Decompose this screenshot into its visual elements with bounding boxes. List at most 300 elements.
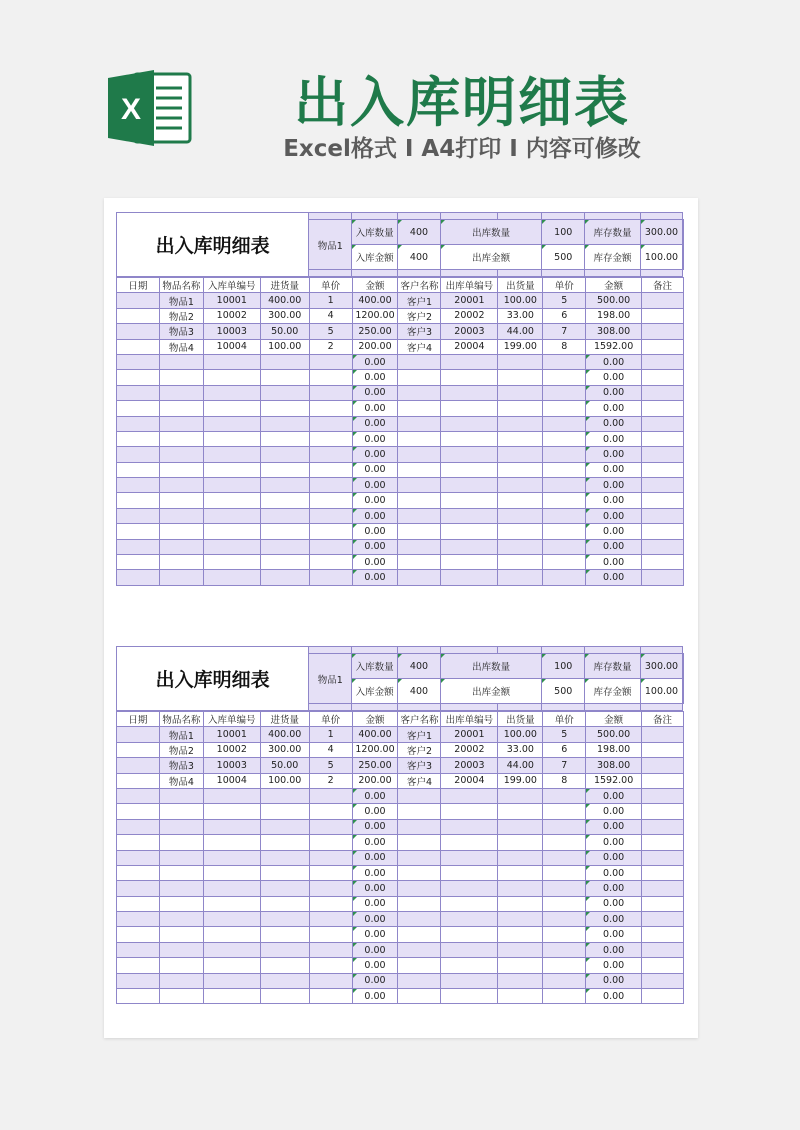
table-cell[interactable]: 客户2 [398, 742, 441, 757]
table-cell[interactable] [642, 912, 684, 927]
table-cell[interactable] [398, 570, 441, 585]
table-cell[interactable] [441, 370, 498, 385]
table-cell[interactable] [260, 370, 309, 385]
table-cell[interactable] [159, 370, 203, 385]
table-cell[interactable] [260, 958, 309, 973]
table-cell[interactable]: 0.00 [586, 788, 642, 803]
table-cell[interactable]: 1592.00 [586, 773, 642, 788]
table-cell[interactable] [642, 958, 684, 973]
table-cell[interactable] [498, 958, 543, 973]
table-cell[interactable] [441, 462, 498, 477]
table-cell[interactable] [260, 989, 309, 1004]
table-cell[interactable]: 0.00 [586, 850, 642, 865]
table-cell[interactable]: 10002 [203, 742, 260, 757]
table-cell[interactable]: 400.00 [352, 293, 398, 308]
table-cell[interactable] [203, 788, 260, 803]
table-cell[interactable] [117, 788, 160, 803]
table-cell[interactable] [309, 973, 352, 988]
table-cell[interactable] [260, 896, 309, 911]
table-cell[interactable]: 客户3 [398, 758, 441, 773]
table-cell[interactable]: 0.00 [586, 401, 642, 416]
table-cell[interactable] [159, 865, 203, 880]
table-cell[interactable] [543, 385, 586, 400]
table-cell[interactable] [543, 431, 586, 446]
table-cell[interactable]: 8 [543, 773, 586, 788]
table-cell[interactable] [203, 973, 260, 988]
table-cell[interactable] [117, 896, 160, 911]
table-cell[interactable] [203, 850, 260, 865]
table-cell[interactable] [159, 539, 203, 554]
table-cell[interactable] [398, 912, 441, 927]
table-cell[interactable]: 0.00 [586, 524, 642, 539]
table-cell[interactable] [498, 835, 543, 850]
table-cell[interactable] [398, 804, 441, 819]
table-cell[interactable] [260, 788, 309, 803]
table-cell[interactable] [441, 835, 498, 850]
table-cell[interactable] [159, 881, 203, 896]
table-cell[interactable] [260, 524, 309, 539]
table-cell[interactable]: 5 [543, 727, 586, 742]
table-cell[interactable] [498, 881, 543, 896]
table-cell[interactable]: 0.00 [352, 508, 398, 523]
table-cell[interactable]: 5 [543, 293, 586, 308]
table-cell[interactable] [441, 865, 498, 880]
table-cell[interactable] [398, 850, 441, 865]
table-cell[interactable]: 0.00 [586, 478, 642, 493]
table-cell[interactable] [260, 462, 309, 477]
table-cell[interactable] [260, 850, 309, 865]
table-cell[interactable] [543, 447, 586, 462]
table-cell[interactable] [441, 447, 498, 462]
table-cell[interactable] [398, 478, 441, 493]
table-cell[interactable]: 0.00 [586, 881, 642, 896]
table-cell[interactable] [260, 881, 309, 896]
table-cell[interactable]: 0.00 [586, 912, 642, 927]
table-cell[interactable] [441, 524, 498, 539]
table-cell[interactable] [117, 508, 160, 523]
table-cell[interactable] [498, 385, 543, 400]
table-cell[interactable] [117, 958, 160, 973]
table-cell[interactable] [441, 804, 498, 819]
table-cell[interactable]: 10004 [203, 773, 260, 788]
table-cell[interactable] [441, 539, 498, 554]
table-cell[interactable] [642, 804, 684, 819]
table-cell[interactable] [398, 788, 441, 803]
table-cell[interactable]: 6 [543, 308, 586, 323]
table-cell[interactable] [398, 493, 441, 508]
table-cell[interactable] [203, 819, 260, 834]
table-cell[interactable] [543, 973, 586, 988]
table-cell[interactable] [642, 555, 684, 570]
table-cell[interactable] [117, 804, 160, 819]
table-cell[interactable] [309, 431, 352, 446]
table-cell[interactable] [441, 881, 498, 896]
table-cell[interactable] [441, 819, 498, 834]
table-cell[interactable] [203, 493, 260, 508]
table-cell[interactable]: 客户1 [398, 727, 441, 742]
table-cell[interactable]: 0.00 [586, 865, 642, 880]
table-cell[interactable] [203, 835, 260, 850]
table-cell[interactable] [117, 865, 160, 880]
table-cell[interactable]: 20001 [441, 727, 498, 742]
table-cell[interactable] [159, 850, 203, 865]
table-cell[interactable] [642, 835, 684, 850]
table-cell[interactable]: 198.00 [586, 308, 642, 323]
table-cell[interactable] [309, 958, 352, 973]
table-cell[interactable] [309, 942, 352, 957]
table-cell[interactable]: 0.00 [352, 478, 398, 493]
table-cell[interactable] [203, 431, 260, 446]
table-cell[interactable]: 10003 [203, 758, 260, 773]
table-cell[interactable]: 199.00 [498, 773, 543, 788]
table-cell[interactable] [203, 524, 260, 539]
table-cell[interactable] [543, 942, 586, 957]
table-cell[interactable]: 0.00 [586, 942, 642, 957]
table-cell[interactable] [117, 462, 160, 477]
table-cell[interactable] [543, 555, 586, 570]
table-cell[interactable] [159, 493, 203, 508]
table-cell[interactable]: 500.00 [586, 727, 642, 742]
table-cell[interactable] [203, 385, 260, 400]
table-cell[interactable] [543, 354, 586, 369]
table-cell[interactable]: 物品3 [159, 758, 203, 773]
table-cell[interactable] [398, 539, 441, 554]
table-cell[interactable] [441, 385, 498, 400]
table-cell[interactable] [203, 912, 260, 927]
table-cell[interactable] [543, 958, 586, 973]
table-cell[interactable]: 400.00 [260, 293, 309, 308]
table-cell[interactable] [159, 958, 203, 973]
table-cell[interactable] [398, 508, 441, 523]
table-cell[interactable]: 0.00 [352, 927, 398, 942]
table-cell[interactable] [543, 539, 586, 554]
table-cell[interactable] [117, 989, 160, 1004]
table-cell[interactable] [117, 308, 160, 323]
table-cell[interactable]: 308.00 [586, 758, 642, 773]
table-cell[interactable] [398, 958, 441, 973]
table-cell[interactable]: 物品4 [159, 773, 203, 788]
table-cell[interactable] [159, 973, 203, 988]
table-cell[interactable] [203, 896, 260, 911]
table-cell[interactable] [398, 416, 441, 431]
table-cell[interactable]: 300.00 [260, 742, 309, 757]
table-cell[interactable]: 0.00 [352, 958, 398, 973]
table-cell[interactable]: 6 [543, 742, 586, 757]
table-cell[interactable]: 0.00 [352, 804, 398, 819]
table-cell[interactable]: 0.00 [586, 973, 642, 988]
table-cell[interactable] [117, 835, 160, 850]
table-cell[interactable] [309, 819, 352, 834]
table-cell[interactable] [260, 508, 309, 523]
table-cell[interactable] [543, 881, 586, 896]
table-cell[interactable] [260, 447, 309, 462]
table-cell[interactable]: 2 [309, 339, 352, 354]
table-cell[interactable] [441, 896, 498, 911]
table-cell[interactable]: 44.00 [498, 758, 543, 773]
table-cell[interactable] [642, 942, 684, 957]
table-cell[interactable] [159, 896, 203, 911]
table-cell[interactable] [498, 370, 543, 385]
table-cell[interactable] [309, 881, 352, 896]
table-cell[interactable] [260, 927, 309, 942]
table-cell[interactable] [117, 416, 160, 431]
table-cell[interactable] [642, 881, 684, 896]
table-cell[interactable] [441, 912, 498, 927]
table-cell[interactable] [498, 354, 543, 369]
table-cell[interactable] [159, 416, 203, 431]
table-cell[interactable] [309, 447, 352, 462]
table-cell[interactable]: 7 [543, 758, 586, 773]
table-cell[interactable] [309, 370, 352, 385]
table-cell[interactable] [203, 539, 260, 554]
table-cell[interactable] [309, 804, 352, 819]
table-cell[interactable] [642, 788, 684, 803]
table-cell[interactable]: 20004 [441, 773, 498, 788]
table-cell[interactable] [117, 927, 160, 942]
table-cell[interactable] [159, 788, 203, 803]
table-cell[interactable] [642, 850, 684, 865]
table-cell[interactable]: 50.00 [260, 324, 309, 339]
table-cell[interactable] [117, 293, 160, 308]
table-cell[interactable] [159, 570, 203, 585]
table-cell[interactable] [543, 370, 586, 385]
table-cell[interactable] [543, 896, 586, 911]
table-cell[interactable]: 0.00 [352, 835, 398, 850]
table-cell[interactable] [642, 324, 684, 339]
table-cell[interactable] [309, 927, 352, 942]
table-cell[interactable] [441, 354, 498, 369]
table-cell[interactable]: 8 [543, 339, 586, 354]
table-cell[interactable] [260, 478, 309, 493]
table-cell[interactable]: 0.00 [586, 555, 642, 570]
table-cell[interactable]: 20004 [441, 339, 498, 354]
table-cell[interactable] [117, 431, 160, 446]
table-cell[interactable]: 199.00 [498, 339, 543, 354]
table-cell[interactable] [642, 742, 684, 757]
table-cell[interactable] [117, 339, 160, 354]
table-cell[interactable] [498, 927, 543, 942]
table-cell[interactable] [441, 973, 498, 988]
table-cell[interactable] [159, 942, 203, 957]
table-cell[interactable] [441, 927, 498, 942]
table-cell[interactable]: 500.00 [586, 293, 642, 308]
table-cell[interactable]: 20002 [441, 308, 498, 323]
table-cell[interactable] [309, 462, 352, 477]
table-cell[interactable] [498, 973, 543, 988]
table-cell[interactable] [159, 804, 203, 819]
table-cell[interactable] [441, 555, 498, 570]
table-cell[interactable]: 0.00 [586, 835, 642, 850]
table-cell[interactable] [498, 431, 543, 446]
table-cell[interactable]: 0.00 [586, 958, 642, 973]
table-cell[interactable] [441, 788, 498, 803]
table-cell[interactable]: 客户4 [398, 773, 441, 788]
table-cell[interactable]: 1200.00 [352, 308, 398, 323]
table-cell[interactable]: 0.00 [352, 524, 398, 539]
table-cell[interactable] [203, 570, 260, 585]
table-cell[interactable]: 0.00 [586, 370, 642, 385]
table-cell[interactable]: 198.00 [586, 742, 642, 757]
table-cell[interactable] [203, 416, 260, 431]
table-cell[interactable] [117, 850, 160, 865]
table-cell[interactable]: 200.00 [352, 339, 398, 354]
table-cell[interactable] [543, 927, 586, 942]
table-cell[interactable]: 4 [309, 742, 352, 757]
table-cell[interactable] [642, 462, 684, 477]
table-cell[interactable]: 0.00 [352, 462, 398, 477]
table-cell[interactable]: 0.00 [352, 416, 398, 431]
table-cell[interactable] [260, 493, 309, 508]
table-cell[interactable] [159, 555, 203, 570]
table-cell[interactable] [398, 942, 441, 957]
table-cell[interactable] [498, 942, 543, 957]
table-cell[interactable] [543, 401, 586, 416]
table-cell[interactable] [117, 570, 160, 585]
table-cell[interactable] [543, 570, 586, 585]
table-cell[interactable] [498, 989, 543, 1004]
table-cell[interactable] [159, 385, 203, 400]
table-cell[interactable] [642, 524, 684, 539]
table-cell[interactable] [441, 942, 498, 957]
table-cell[interactable]: 物品2 [159, 742, 203, 757]
table-cell[interactable] [398, 896, 441, 911]
table-cell[interactable] [203, 989, 260, 1004]
table-cell[interactable] [543, 819, 586, 834]
table-cell[interactable] [309, 524, 352, 539]
table-cell[interactable] [398, 881, 441, 896]
table-cell[interactable]: 0.00 [352, 370, 398, 385]
table-cell[interactable] [260, 973, 309, 988]
table-cell[interactable] [203, 462, 260, 477]
table-cell[interactable] [398, 865, 441, 880]
table-cell[interactable]: 物品4 [159, 339, 203, 354]
table-cell[interactable]: 0.00 [586, 462, 642, 477]
table-cell[interactable] [117, 324, 160, 339]
table-cell[interactable] [543, 989, 586, 1004]
table-cell[interactable] [642, 773, 684, 788]
table-cell[interactable] [543, 478, 586, 493]
table-cell[interactable]: 0.00 [586, 431, 642, 446]
table-cell[interactable] [260, 354, 309, 369]
table-cell[interactable]: 100.00 [260, 339, 309, 354]
table-cell[interactable] [498, 508, 543, 523]
table-cell[interactable]: 0.00 [352, 973, 398, 988]
table-cell[interactable] [398, 524, 441, 539]
table-cell[interactable] [117, 401, 160, 416]
table-cell[interactable] [159, 431, 203, 446]
table-cell[interactable] [441, 850, 498, 865]
table-cell[interactable] [309, 478, 352, 493]
table-cell[interactable] [543, 788, 586, 803]
table-cell[interactable] [642, 385, 684, 400]
table-cell[interactable] [441, 431, 498, 446]
table-cell[interactable]: 250.00 [352, 758, 398, 773]
table-cell[interactable]: 0.00 [586, 508, 642, 523]
table-cell[interactable] [498, 896, 543, 911]
table-cell[interactable]: 1 [309, 727, 352, 742]
table-cell[interactable] [498, 524, 543, 539]
table-cell[interactable] [309, 416, 352, 431]
table-cell[interactable] [398, 835, 441, 850]
table-cell[interactable] [543, 462, 586, 477]
table-cell[interactable] [498, 819, 543, 834]
table-cell[interactable] [642, 478, 684, 493]
table-cell[interactable]: 4 [309, 308, 352, 323]
table-cell[interactable] [441, 478, 498, 493]
table-cell[interactable] [543, 835, 586, 850]
table-cell[interactable]: 0.00 [586, 570, 642, 585]
table-cell[interactable]: 400.00 [260, 727, 309, 742]
table-cell[interactable] [159, 447, 203, 462]
table-cell[interactable] [117, 758, 160, 773]
table-cell[interactable] [642, 758, 684, 773]
table-cell[interactable] [159, 462, 203, 477]
table-cell[interactable] [398, 447, 441, 462]
table-cell[interactable] [543, 850, 586, 865]
table-cell[interactable]: 0.00 [352, 555, 398, 570]
table-cell[interactable] [498, 850, 543, 865]
table-cell[interactable] [309, 788, 352, 803]
table-cell[interactable]: 物品1 [159, 293, 203, 308]
table-cell[interactable]: 物品1 [159, 727, 203, 742]
table-cell[interactable] [642, 370, 684, 385]
table-cell[interactable] [543, 865, 586, 880]
table-cell[interactable] [543, 508, 586, 523]
table-cell[interactable] [642, 927, 684, 942]
table-cell[interactable]: 20003 [441, 758, 498, 773]
table-cell[interactable] [117, 973, 160, 988]
table-cell[interactable] [117, 912, 160, 927]
table-cell[interactable] [117, 942, 160, 957]
table-cell[interactable] [260, 539, 309, 554]
table-cell[interactable] [398, 555, 441, 570]
table-cell[interactable] [642, 865, 684, 880]
table-cell[interactable] [642, 539, 684, 554]
table-cell[interactable] [642, 819, 684, 834]
table-cell[interactable]: 0.00 [586, 989, 642, 1004]
table-cell[interactable] [117, 727, 160, 742]
table-cell[interactable] [642, 896, 684, 911]
table-cell[interactable]: 0.00 [586, 354, 642, 369]
table-cell[interactable] [498, 788, 543, 803]
table-cell[interactable] [543, 493, 586, 508]
table-cell[interactable] [159, 401, 203, 416]
table-cell[interactable]: 物品2 [159, 308, 203, 323]
table-cell[interactable] [642, 401, 684, 416]
table-cell[interactable] [398, 370, 441, 385]
table-cell[interactable] [398, 927, 441, 942]
table-cell[interactable]: 20003 [441, 324, 498, 339]
table-cell[interactable]: 0.00 [586, 385, 642, 400]
table-cell[interactable] [260, 865, 309, 880]
table-cell[interactable]: 0.00 [352, 788, 398, 803]
table-cell[interactable]: 0.00 [586, 927, 642, 942]
table-cell[interactable] [309, 508, 352, 523]
table-cell[interactable] [498, 865, 543, 880]
table-cell[interactable]: 0.00 [352, 865, 398, 880]
table-cell[interactable] [309, 912, 352, 927]
table-cell[interactable] [441, 401, 498, 416]
table-cell[interactable]: 0.00 [352, 447, 398, 462]
table-cell[interactable]: 0.00 [586, 804, 642, 819]
table-cell[interactable]: 客户3 [398, 324, 441, 339]
table-cell[interactable] [159, 524, 203, 539]
table-cell[interactable]: 0.00 [586, 447, 642, 462]
table-cell[interactable] [498, 401, 543, 416]
table-cell[interactable] [642, 570, 684, 585]
table-cell[interactable] [159, 508, 203, 523]
table-cell[interactable] [203, 401, 260, 416]
